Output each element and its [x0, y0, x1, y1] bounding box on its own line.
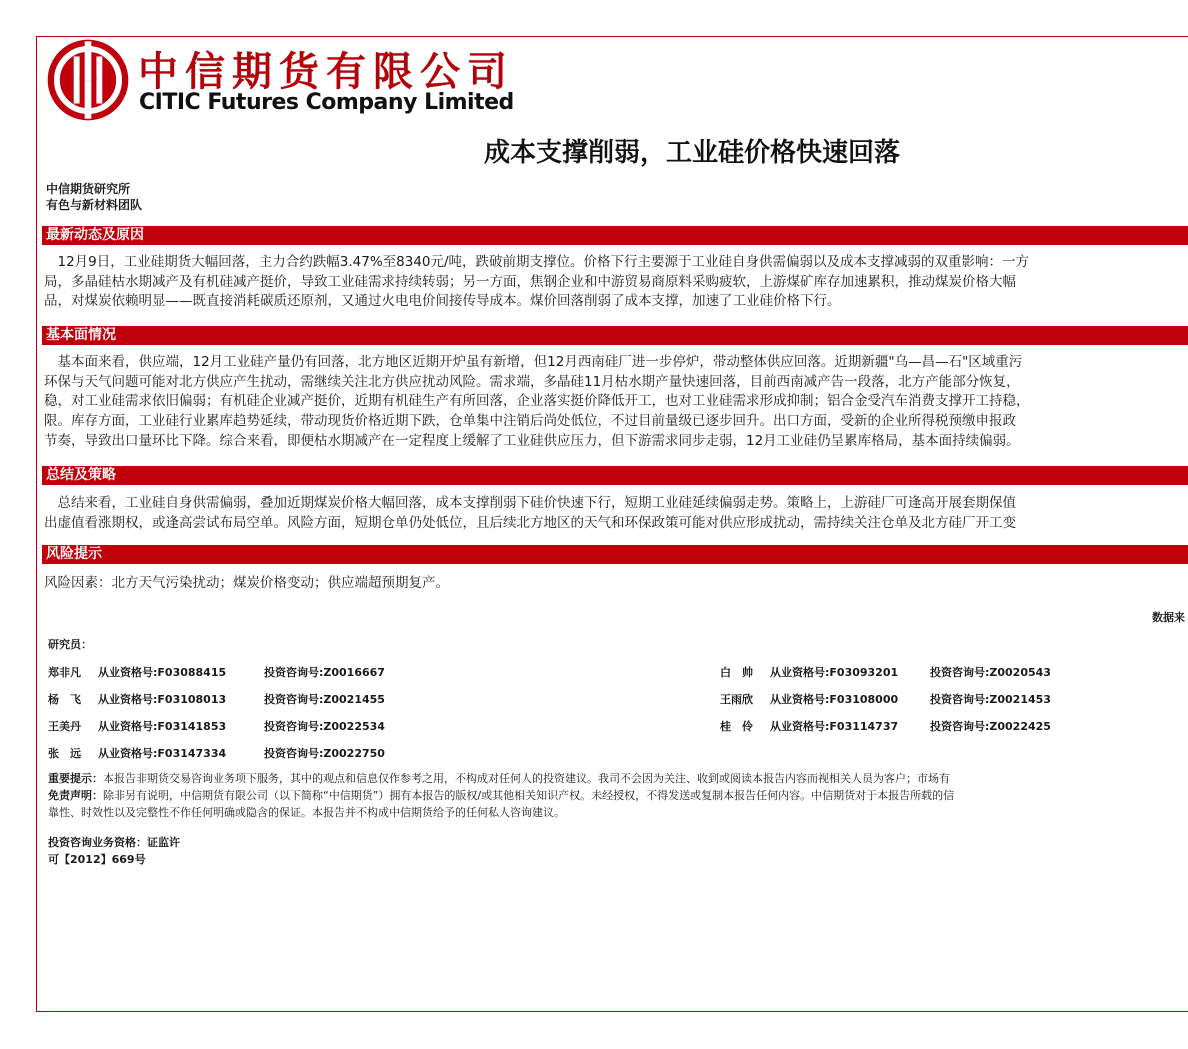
researcher-qualification: 从业资格号:F03108013: [98, 693, 227, 706]
researcher-consult-id: 投资咨询号:Z0016667: [264, 666, 385, 679]
disclaimer-text: 除非另有说明，中信期货有限公司（以下简称“中信期货”）拥有本报告的版权/或其他相关知识产权。未经授权，不得发送或复制本报告任何内容。中信期货对于本报告所载的信: [103, 789, 955, 802]
researcher-name: 王雨欣: [720, 693, 753, 706]
data-source-label: 数据来: [1152, 611, 1185, 624]
citic-logo-icon: [46, 38, 130, 122]
important-notice-line: [48, 770, 1188, 787]
paragraph-line: 节奏，导致出口量环比下降。综合来看，即便枯水期减产在一定程度上缓解了工业硅供应压力，但下游需求同步走弱，12月工业硅仍呈累库格局，基本面持续偏弱。: [44, 432, 1020, 449]
disclaimer-line: [48, 787, 1188, 804]
disclaimer-label: 免责声明：: [48, 789, 103, 802]
section-heading-latest: 最新动态及原因: [42, 226, 1188, 245]
section-body-latest: [44, 253, 1188, 312]
researcher-qualification: 从业资格号:F03093201: [770, 666, 899, 679]
company-name-en: CITIC Futures Company Limited: [139, 90, 514, 115]
paragraph-line: 出虚值看涨期权，或逢高尝试布局空单。风险方面，短期仓单仍处低位，且后续北方地区的天气和环保政策可能对供应形成扰动，需持续关注仓单及北方硅厂开工变: [44, 514, 1016, 531]
researcher-consult-id: 投资咨询号:Z0020543: [930, 666, 1051, 679]
researcher-name: 郑非凡: [48, 666, 81, 679]
researcher-consult-id: 投资咨询号:Z0022750: [264, 747, 385, 760]
researcher-qualification: 从业资格号:F03147334: [98, 747, 227, 760]
researcher-name: 桂 伶: [720, 720, 753, 733]
paragraph-line: 12月9日，工业硅期货大幅回落，主力合约跌幅3.47%至8340元/吨，跌破前期支撑位。价格下行主要源于工业硅自身供需偏弱以及成本支撑减弱的双重影响：一方: [44, 254, 1030, 270]
researcher-qualification: 从业资格号:F03114737: [770, 720, 899, 733]
researcher-consult-id: 投资咨询号:Z0021453: [930, 693, 1051, 706]
researcher-name: 张 远: [48, 747, 81, 760]
researchers-label: 研究员：: [48, 638, 92, 651]
disclaimer-block: [48, 770, 1188, 821]
disclaimer-line-3: 靠性、时效性以及完整性不作任何明确或隐含的保证。本报告并不构成中信期货给予的任何私人咨询建议。: [48, 806, 565, 819]
paragraph-line: 局，多晶硅枯水期减产及有机硅减产挺价，导致工业硅需求持续转弱；另一方面，焦钢企业和中游贸易商原料采购疲软，上游煤矿库存加速累积，推动煤炭价格大幅: [44, 273, 1016, 290]
license-line-2: 可【2012】669号: [48, 853, 146, 866]
org-team: 有色与新材料团队: [46, 198, 143, 212]
section-body-strategy: [44, 494, 1188, 533]
paragraph-line: 基本面来看，供应端，12月工业硅产量仍有回落，北方地区近期开炉虽有新增，但12月西南硅厂进一步停炉，带动整体供应回落。近期新疆"乌—昌—石"区域重污: [44, 354, 1023, 370]
important-notice-text: 本报告非期货交易咨询业务项下服务，其中的观点和信息仅作参考之用，不构成对任何人的投资建议。我司不会因为关注、收到或阅读本报告内容而视相关人员为客户；市场有: [103, 772, 950, 785]
section-body-fundamentals: [44, 353, 1188, 452]
section-heading-strategy: 总结及策略: [42, 466, 1188, 485]
paragraph-line: 限。库存方面，工业硅行业累库趋势延续，带动现货价格近期下跌，仓单集中注销后尚处低位，不过目前量级已逐步回升。出口方面，受新的企业所得税预缴申报政: [44, 413, 1016, 430]
paragraph-line: 风险因素：北方天气污染扰动；煤炭价格变动；供应端超预期复产。: [44, 575, 449, 591]
company-name-cn: 中信期货有限公司: [138, 48, 514, 95]
section-body-risk: [44, 574, 1188, 594]
researcher-name: 杨 飞: [48, 693, 81, 706]
researcher-consult-id: 投资咨询号:Z0021455: [264, 693, 385, 706]
researcher-name: 白 帅: [720, 666, 753, 679]
section-heading-fundamentals: 基本面情况: [42, 326, 1188, 345]
researcher-qualification: 从业资格号:F03108000: [770, 693, 899, 706]
important-notice-label: 重要提示：: [48, 772, 103, 785]
license-line-1: 投资咨询业务资格：证监许: [48, 836, 180, 849]
researcher-qualification: 从业资格号:F03088415: [98, 666, 227, 679]
researcher-consult-id: 投资咨询号:Z0022534: [264, 720, 385, 733]
paragraph-line: 稳，对工业硅需求依旧偏弱；有机硅企业减产挺价，近期有机硅生产有所回落，企业落实挺价降低开工，也对工业硅需求形成抑制；铝合金受汽车消费支撑开工持稳，: [44, 393, 1030, 410]
researcher-name: 王美丹: [48, 720, 81, 733]
researcher-qualification: 从业资格号:F03141853: [98, 720, 227, 733]
paragraph-line: 品，对煤炭依赖明显——既直接消耗碳质还原剂，又通过火电电价间接传导成本。煤价回落削弱了成本支撑，加速了工业硅价格下行。: [44, 293, 841, 310]
section-heading-risk: 风险提示: [42, 545, 1188, 564]
report-title: 成本支撑削弱，工业硅价格快速回落: [484, 138, 901, 168]
paragraph-line: 总结来看，工业硅自身供需偏弱，叠加近期煤炭价格大幅回落，成本支撑削弱下硅价快速下行，短期工业硅延续偏弱走势。策略上，上游硅厂可逢高开展套期保值: [44, 495, 1016, 511]
paragraph-line: 环保与天气问题可能对北方供应产生扰动，需继续关注北方供应扰动风险。需求端，多晶硅11月枯水期产量快速回落，目前西南减产告一段落，北方产能部分恢复，: [44, 373, 1020, 390]
org-institute: 中信期货研究所: [46, 182, 131, 196]
researcher-consult-id: 投资咨询号:Z0022425: [930, 720, 1051, 733]
